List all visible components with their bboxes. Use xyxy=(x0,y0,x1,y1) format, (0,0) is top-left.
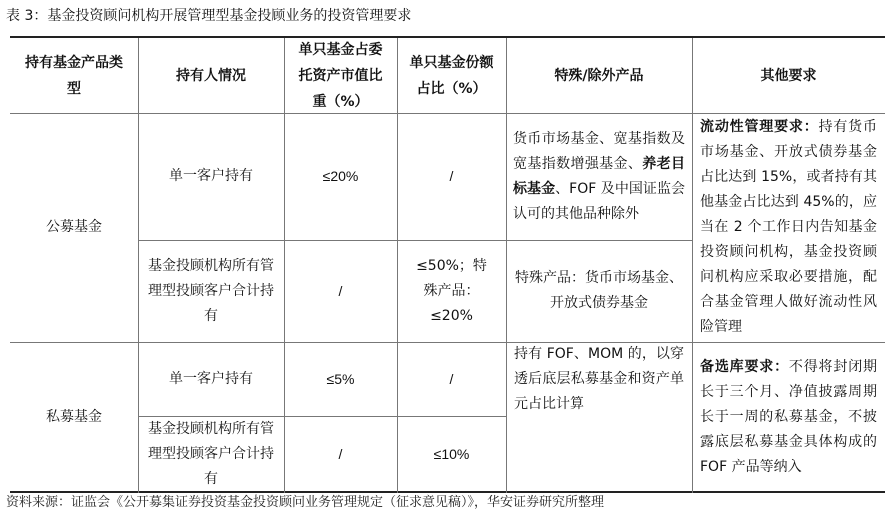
header-other: 其他要求 xyxy=(760,67,817,84)
special-text-a: 货币市场基金、宽基指数及宽基指数增强基金、 xyxy=(513,130,685,172)
liquidity-label: 流动性管理要求： xyxy=(700,119,819,135)
header-single-fund-ratio: 单只基金占委托资产市值比重（%） xyxy=(298,41,383,110)
header-special: 特殊/除外产品 xyxy=(554,67,644,84)
investment-requirements-table xyxy=(10,36,885,493)
header-single-share-ratio: 单只基金份额占比（%） xyxy=(409,54,494,97)
public-row2-holder: 基金投顾机构所有管理型投顾客户合计持有 xyxy=(148,257,274,324)
public-row1-holder: 单一客户持有 xyxy=(169,168,253,184)
public-row1-ratio: ≤20% xyxy=(322,168,359,184)
public-row2-ratio: / xyxy=(338,282,343,299)
public-fund-label: 公募基金 xyxy=(46,219,102,235)
header-holder: 持有人情况 xyxy=(176,67,246,84)
public-other-requirements xyxy=(692,113,885,342)
special-text-highlight: 养老目标基金 xyxy=(513,155,686,197)
public-row1-special xyxy=(506,113,692,240)
public-row2-share: ≤50%；特殊产品：≤20% xyxy=(416,257,487,324)
private-other-requirements xyxy=(692,342,885,493)
private-row2-share: ≤10% xyxy=(433,446,470,462)
private-row1-ratio: ≤5% xyxy=(326,370,355,387)
private-row2-holder: 基金投顾机构所有管理型投顾客户合计持有 xyxy=(148,421,274,487)
header-product-type: 持有基金产品类型 xyxy=(25,54,123,97)
private-row2-ratio: / xyxy=(338,446,343,462)
candidate-pool-text: 不得将封闭期长于三个月、净值披露周期长于一周的私募基金，不披露底层私募基金具体构成的 FOF 产品等纳入 xyxy=(700,359,878,475)
source-note: 资料来源：证监会《公开募集证券投资基金投资顾问业务管理规定（征求意见稿）》，华安证券研究所整理 xyxy=(6,495,605,510)
public-row2-special: 特殊产品：货币市场基金、开放式债券基金 xyxy=(515,270,683,311)
private-row1-special xyxy=(506,342,692,416)
private-row1-holder: 单一客户持有 xyxy=(169,370,253,387)
private-row1-share: / xyxy=(449,370,454,387)
private-special-text: 持有 FOF、MOM 的，以穿透后底层私募基金和资产单元占比计算 xyxy=(514,345,684,412)
private-fund-label: 私募基金 xyxy=(46,409,102,425)
liquidity-text: 持有货币市场基金、开放式债券基金占比达到 15%，或者持有其他基金占比达到 45%的，应当在 2 个工作日内告知基金投资顾问机构，基金投资顾问机构应采取必要措施，配合基金管理人做好流动性风险管理 xyxy=(700,119,878,335)
public-row1-share: / xyxy=(449,168,454,184)
table-caption: 表 3：基金投资顾问机构开展管理型基金投顾业务的投资管理要求 xyxy=(6,8,412,24)
private-row2-special xyxy=(506,416,692,493)
special-text-c: 、FOF 及中国证监会认可的其他品种除外 xyxy=(513,180,686,222)
candidate-pool-label: 备选库要求： xyxy=(700,359,789,375)
